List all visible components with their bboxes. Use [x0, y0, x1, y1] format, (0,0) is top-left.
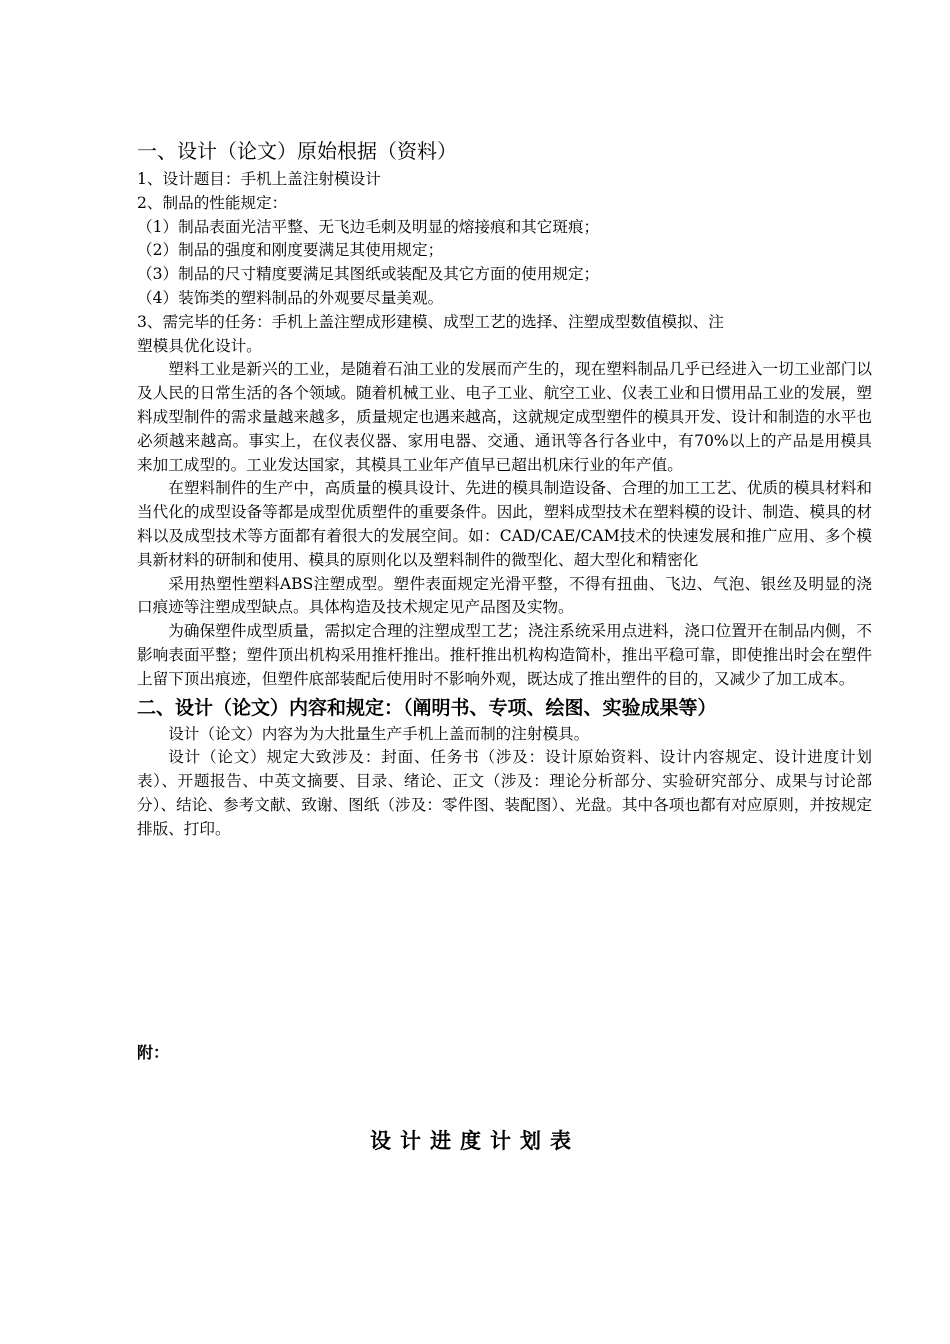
requirement-item: （1）制品表面光洁平整、无飞边毛刺及明显的熔接痕和其它斑痕； [137, 217, 600, 236]
body-paragraph: 在塑料制件的生产中，高质量的模具设计、先进的模具制造设备、合理的加工工艺、优质的模具材料和当代化的成型设备等都是成型优质塑件的重要条件。因此，塑料成型技术在塑料模的设计、制造、模具的材料以及成型技术等方面都有着很大的发展空间。如：CAD/CAE/CAM技术的快速发展和推广应用、多个模具新材料的研制和使用、模具的原则化以及塑料制件的微型化、超大型化和精密化 [137, 479, 872, 569]
document-body [137, 138, 872, 842]
body-paragraph: 塑料工业是新兴的工业，是随着石油工业的发展而产生的，现在塑料制品几乎已经进入一切工业部门以及人民的日常生活的各个领域。随着机械工业、电子工业、航空工业、仪表工业和日惯用品工业的发展，塑料成型制件的需求量越来越多，质量规定也遇来越高，这就规定成型塑件的模具开发、设计和制造的水平也必须越来越高。事实上，在仪表仪器、家用电器、交通、通讯等各行各业中，有70%以上的产品是用模具来加工成型的。工业发达国家，其模具工业年产值早已超出机床行业的年产值。 [137, 360, 872, 474]
requirement-item: （4）装饰类的塑料制品的外观要尽量美观。 [137, 288, 444, 307]
task-line: 3、需完毕的任务：手机上盖注塑成形建模、成型工艺的选择、注塑成型数值模拟、注 [137, 312, 724, 331]
body-paragraph: 为确保塑件成型质量，需拟定合理的注塑成型工艺；浇注系统采用点进料，浇口位置开在制品内侧，不影响表面平整；塑件顶出机构采用推杆推出。推杆推出机构构造简朴，推出平稳可靠，即使推出时会在塑件上留下顶出痕迹，但塑件底部装配后使用时不影响外观，既达成了推出塑件的目的，又减少了加工成本。 [137, 622, 872, 688]
section1-heading: 一、设计（论文）原始根据（资料） [137, 139, 457, 163]
requirements-heading: 2、制品的性能规定： [137, 193, 288, 212]
body-paragraph: 采用热塑性塑料ABS注塑成型。塑件表面规定光滑平整，不得有扭曲、飞边、气泡、银丝及明显的浇口痕迹等注塑成型缺点。具体构造及技术规定见产品图及实物。 [137, 574, 872, 617]
attachment-label: 附： [137, 1043, 170, 1062]
task-line-continued: 塑模具优化设计。 [137, 336, 262, 355]
plan-table-title: 设计进度计划表 [370, 1129, 580, 1153]
design-topic-line: 1、设计题目：手机上盖注射模设计 [137, 170, 381, 188]
requirement-item: （3）制品的尺寸精度要满足其图纸或装配及其它方面的使用规定； [137, 265, 600, 284]
requirement-item: （2）制品的强度和刚度要满足其使用规定； [137, 241, 444, 260]
body-paragraph: 设计（论文）内容为为大批量生产手机上盖而制的注射模具。 [168, 724, 590, 743]
section2-heading: 二、设计（论文）内容和规定：（阐明书、专项、绘图、实验成果等） [137, 696, 717, 719]
body-paragraph: 设计（论文）规定大致涉及：封面、任务书（涉及：设计原始资料、设计内容规定、设计进度计划表）、开题报告、中英文摘要、目录、绪论、正文（涉及：理论分析部分、实验研究部分、成果与讨论部分）、结论、参考文献、致谢、图纸（涉及：零件图、装配图）、光盘。其中各项也都有对应原则，并按规定排版、打印。 [137, 748, 872, 838]
